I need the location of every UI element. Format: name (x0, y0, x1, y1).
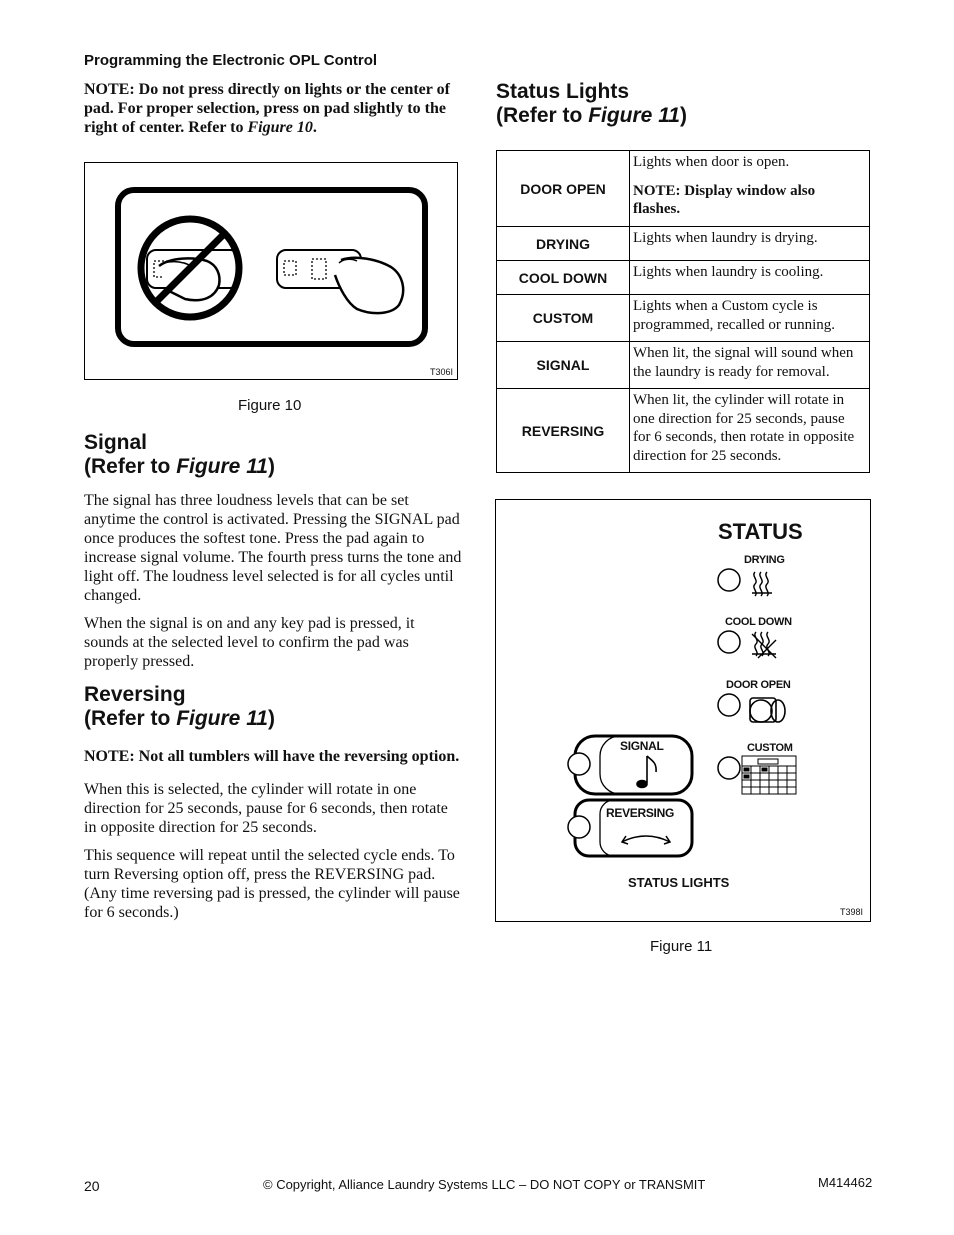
status-description-note: NOTE: Display window also flashes. (633, 182, 816, 217)
reversing-heading-title: Reversing (84, 683, 186, 706)
status-lights-table (496, 150, 870, 473)
signal-heading-suffix: ) (268, 455, 275, 478)
reversing-paragraph: When this is selected, the cylinder will rotate in one direction for 25 seconds, pause for 6 seconds, then rotate in opposite direction for 25 seconds. (84, 781, 448, 836)
custom-light (718, 757, 740, 779)
status-label: SIGNAL (497, 342, 630, 389)
reversing-heading-suffix: ) (268, 707, 275, 730)
table-row (497, 227, 870, 261)
table-row (497, 261, 870, 295)
status-description-text: Lights when door is open. (633, 154, 790, 170)
door-open-icon (750, 698, 785, 722)
signal-body (84, 491, 462, 680)
reversing-body (84, 747, 462, 931)
status-lights-section (496, 80, 687, 128)
status-label: REVERSING (497, 389, 630, 473)
status-lights-heading (496, 80, 687, 128)
table-row (497, 342, 870, 389)
reversing-section (84, 683, 275, 731)
custom-grid-icon (742, 756, 796, 794)
status-label: DRYING (497, 227, 630, 261)
door-open-light (718, 694, 740, 716)
cool-down-icon (752, 632, 776, 658)
table-row (497, 151, 870, 227)
reversing-label: REVERSING (606, 806, 674, 820)
figure-10-caption: Figure 10 (238, 397, 302, 414)
press-pad-illustration (85, 163, 459, 381)
status-description: Lights when a Custom cycle is programmed, recalled or running. (630, 295, 870, 342)
press-note-text: NOTE: Do not press directly on lights or the center of pad. For proper selection, press on pad slightly to the right of center. Refer to (84, 81, 450, 136)
status-label: DOOR OPEN (497, 151, 630, 227)
status-lights-heading-ref: Figure 11 (588, 104, 680, 127)
status-description: Lights when laundry is drying. (630, 227, 870, 261)
signal-section (84, 431, 275, 479)
status-label: CUSTOM (497, 295, 630, 342)
status-title: STATUS (718, 519, 803, 544)
copyright-notice: © Copyright, Alliance Laundry Systems LLC – DO NOT COPY or TRANSMIT (263, 1177, 706, 1192)
status-label: COOL DOWN (497, 261, 630, 295)
status-description (630, 151, 870, 227)
signal-paragraph: When the signal is on and any key pad is pressed, it sounds at the selected level to confirm the pad was properly pressed. (84, 615, 415, 670)
music-note-icon (637, 756, 656, 788)
figure-10 (84, 162, 458, 380)
status-lights-heading-suffix: ) (680, 104, 687, 127)
drying-light (718, 569, 740, 591)
reversing-heading-ref: Figure 11 (176, 707, 268, 730)
press-note-figure-ref: Figure 10 (247, 119, 313, 136)
figure-10-code: T306I (430, 367, 454, 377)
status-description: When lit, the cylinder will rotate in one direction for 25 seconds, pause for 6 seconds, then rotate in opposite direction for 25 seconds. (630, 389, 870, 473)
figure-11 (495, 499, 871, 922)
figure-11-code: T398I (840, 907, 864, 917)
table-row (497, 295, 870, 342)
custom-label: CUSTOM (747, 742, 793, 754)
document-number: M414462 (818, 1175, 873, 1190)
status-description: When lit, the signal will sound when the laundry is ready for removal. (630, 342, 870, 389)
status-lights-table-wrap (496, 150, 870, 473)
signal-heading (84, 431, 275, 479)
correct-press-icon (277, 250, 403, 313)
page-number: 20 (84, 1178, 100, 1194)
reversing-arrow-icon (622, 836, 670, 844)
status-panel-illustration (496, 500, 872, 923)
reversing-note: NOTE: Not all tumblers will have the reversing option. (84, 748, 460, 765)
running-header: Programming the Electronic OPL Control (84, 52, 378, 69)
drying-label: DRYING (744, 554, 785, 566)
signal-label: SIGNAL (620, 739, 664, 753)
figure-11-caption: Figure 11 (650, 938, 713, 955)
wrong-press-icon (141, 219, 239, 317)
press-note (84, 80, 460, 137)
signal-heading-ref: Figure 11 (176, 455, 268, 478)
cool-down-label: COOL DOWN (725, 616, 792, 628)
status-lights-heading-title: Status Lights (496, 80, 630, 103)
status-lights-label: STATUS LIGHTS (628, 875, 730, 890)
reversing-heading-prefix: (Refer to (84, 707, 177, 730)
signal-heading-prefix: (Refer to (84, 455, 177, 478)
heat-waves-icon (752, 572, 772, 596)
cool-down-light (718, 631, 740, 653)
table-row (497, 389, 870, 473)
press-note-suffix: . (312, 119, 317, 136)
signal-paragraph: The signal has three loudness levels that can be set anytime the control is activated. Pressing the SIGNAL pad once produces the softest tone. Press the pad again to increase signal volume. The fourth press turns the tone and light off. The loudness level selected is for all cycles until changed. (84, 492, 462, 604)
door-open-label: DOOR OPEN (726, 679, 791, 691)
status-lights-heading-prefix: (Refer to (496, 104, 589, 127)
reversing-heading (84, 683, 275, 731)
reversing-paragraph: This sequence will repeat until the selected cycle ends. To turn Reversing option off, press the REVERSING pad. (Any time reversing pad is pressed, the cylinder will pause for 6 seconds.) (84, 847, 460, 921)
status-description: Lights when laundry is cooling. (630, 261, 870, 295)
signal-heading-title: Signal (84, 431, 148, 454)
